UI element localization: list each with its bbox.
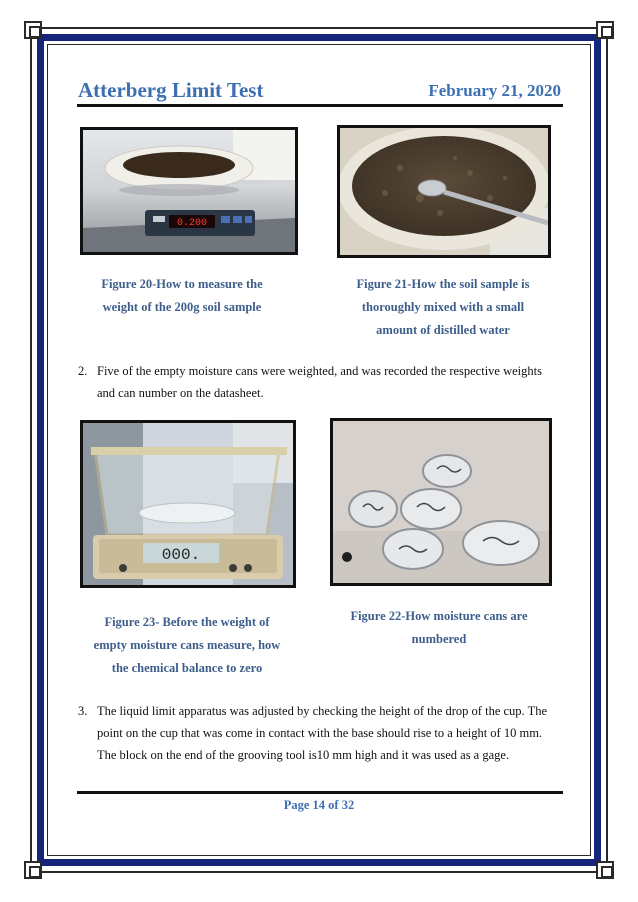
figure-23-caption-line: empty moisture cans measure, how	[93, 638, 281, 652]
header-rule	[77, 104, 563, 107]
paragraph-step-3	[78, 700, 568, 766]
figure-22-caption	[334, 605, 544, 651]
paragraph-line: Five of the empty moisture cans were weighted, and was recorded the respective weights	[97, 364, 542, 378]
figure-21-caption-line: thoroughly mixed with a small	[361, 300, 525, 314]
frame-corner-top-right	[596, 21, 614, 39]
paragraph-line: and can number on the datasheet.	[97, 386, 264, 400]
step-number: 2.	[78, 364, 88, 378]
figure-23-caption	[82, 611, 292, 680]
paragraph-line: The block on the end of the grooving tool is10 mm high and it was used as a gage.	[97, 748, 510, 762]
figure-20-caption	[82, 273, 282, 319]
figure-21-caption-line: Figure 21-How the soil sample is	[356, 277, 530, 291]
figure-23-balance-readout: 000.	[161, 546, 201, 564]
figure-22-photo	[330, 418, 552, 586]
header-title: Atterberg Limit Test	[78, 78, 264, 102]
paragraph-step-2	[78, 360, 568, 404]
paragraph-line: The liquid limit apparatus was adjusted by checking the height of the drop of the cup. The	[97, 704, 547, 718]
figure-21-photo	[337, 125, 551, 258]
frame-corner-top-left	[24, 21, 42, 39]
figure-20-caption-line: weight of the 200g soil sample	[102, 300, 262, 314]
figure-23-caption-line: Figure 23- Before the weight of	[104, 615, 270, 629]
figure-20-scale-readout: 0.200	[176, 218, 208, 229]
step-number: 3.	[78, 704, 88, 718]
figure-20-caption-line: Figure 20-How to measure the	[101, 277, 263, 291]
page-number: Page 14 of 32	[283, 798, 355, 812]
figure-20-photo	[80, 127, 298, 255]
figure-21-caption	[338, 273, 548, 342]
figure-22-caption-line: numbered	[411, 632, 467, 646]
paragraph-line: point on the cup that was come in contact with the base should rise to a height of 10 mm.	[97, 726, 543, 740]
frame-corner-bottom-right	[596, 861, 614, 879]
footer-rule	[77, 791, 563, 794]
figure-23-caption-line: the chemical balance to zero	[111, 661, 263, 675]
figure-22-caption-line: Figure 22-How moisture cans are	[350, 609, 528, 623]
header-date: February 21, 2020	[428, 81, 561, 100]
figure-23-photo	[80, 420, 296, 588]
figure-21-caption-line: amount of distilled water	[376, 323, 510, 337]
frame-corner-bottom-left	[24, 861, 42, 879]
